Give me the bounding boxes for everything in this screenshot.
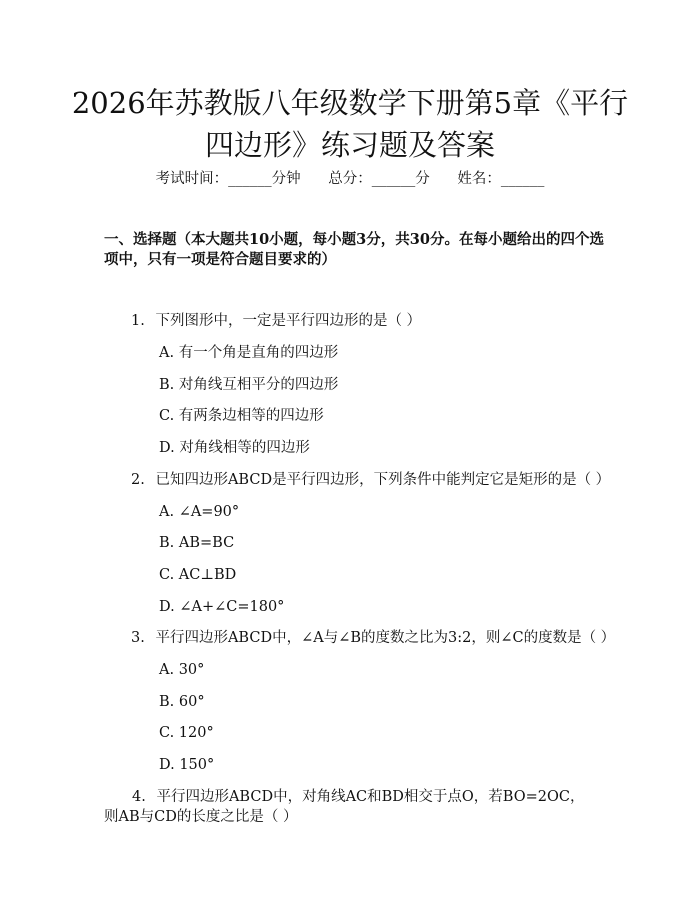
option-1a: A. 有一个角是直角的四边形 — [159, 345, 339, 361]
question-stem: 平行四边形ABCD中，∠A与∠B的度数之比为3:2，则∠C的度数是（ ） — [155, 630, 616, 646]
option-1b: B. 对角线互相平分的四边形 — [159, 377, 339, 393]
document-title: 2026年苏教版八年级数学下册第5章《平行四边形》练习题及答案 — [71, 86, 629, 162]
section-heading: 一、选择题（本大题共10小题，每小题3分，共30分。在每小题给出的四个选项中，只有一项是符合题目要求的） — [104, 231, 604, 268]
option-2b: B. AB=BC — [159, 535, 235, 551]
question-2 — [131, 470, 610, 490]
option-1c: C. 有两条边相等的四边形 — [159, 408, 324, 424]
question-number: 4. — [132, 789, 146, 805]
question-number: 3. — [131, 630, 145, 646]
question-4 — [104, 787, 594, 827]
question-number: 1. — [131, 313, 145, 329]
option-3c: C. 120° — [159, 725, 214, 741]
question-stem: 下列图形中，一定是平行四边形的是（ ） — [155, 313, 422, 329]
option-2c: C. AC⊥BD — [159, 567, 237, 583]
option-1d: D. 对角线相等的四边形 — [159, 440, 310, 456]
option-2d: D. ∠A+∠C=180° — [159, 599, 285, 615]
option-3d: D. 150° — [159, 757, 215, 773]
option-3b: B. 60° — [159, 694, 205, 710]
question-1 — [131, 311, 421, 331]
question-number: 2. — [131, 472, 145, 488]
option-3a: A. 30° — [159, 662, 205, 678]
question-stem: 平行四边形ABCD中，对角线AC和BD相交于点O，若BO=2OC，则AB与CD的长度之比是（ ） — [104, 789, 585, 825]
option-2a: A. ∠A=90° — [159, 504, 240, 520]
exam-info-line: 考试时间：______分钟 总分：______分 姓名：______ — [155, 171, 545, 187]
question-3 — [131, 628, 615, 648]
question-stem: 已知四边形ABCD是平行四边形，下列条件中能判定它是矩形的是（ ） — [155, 472, 611, 488]
